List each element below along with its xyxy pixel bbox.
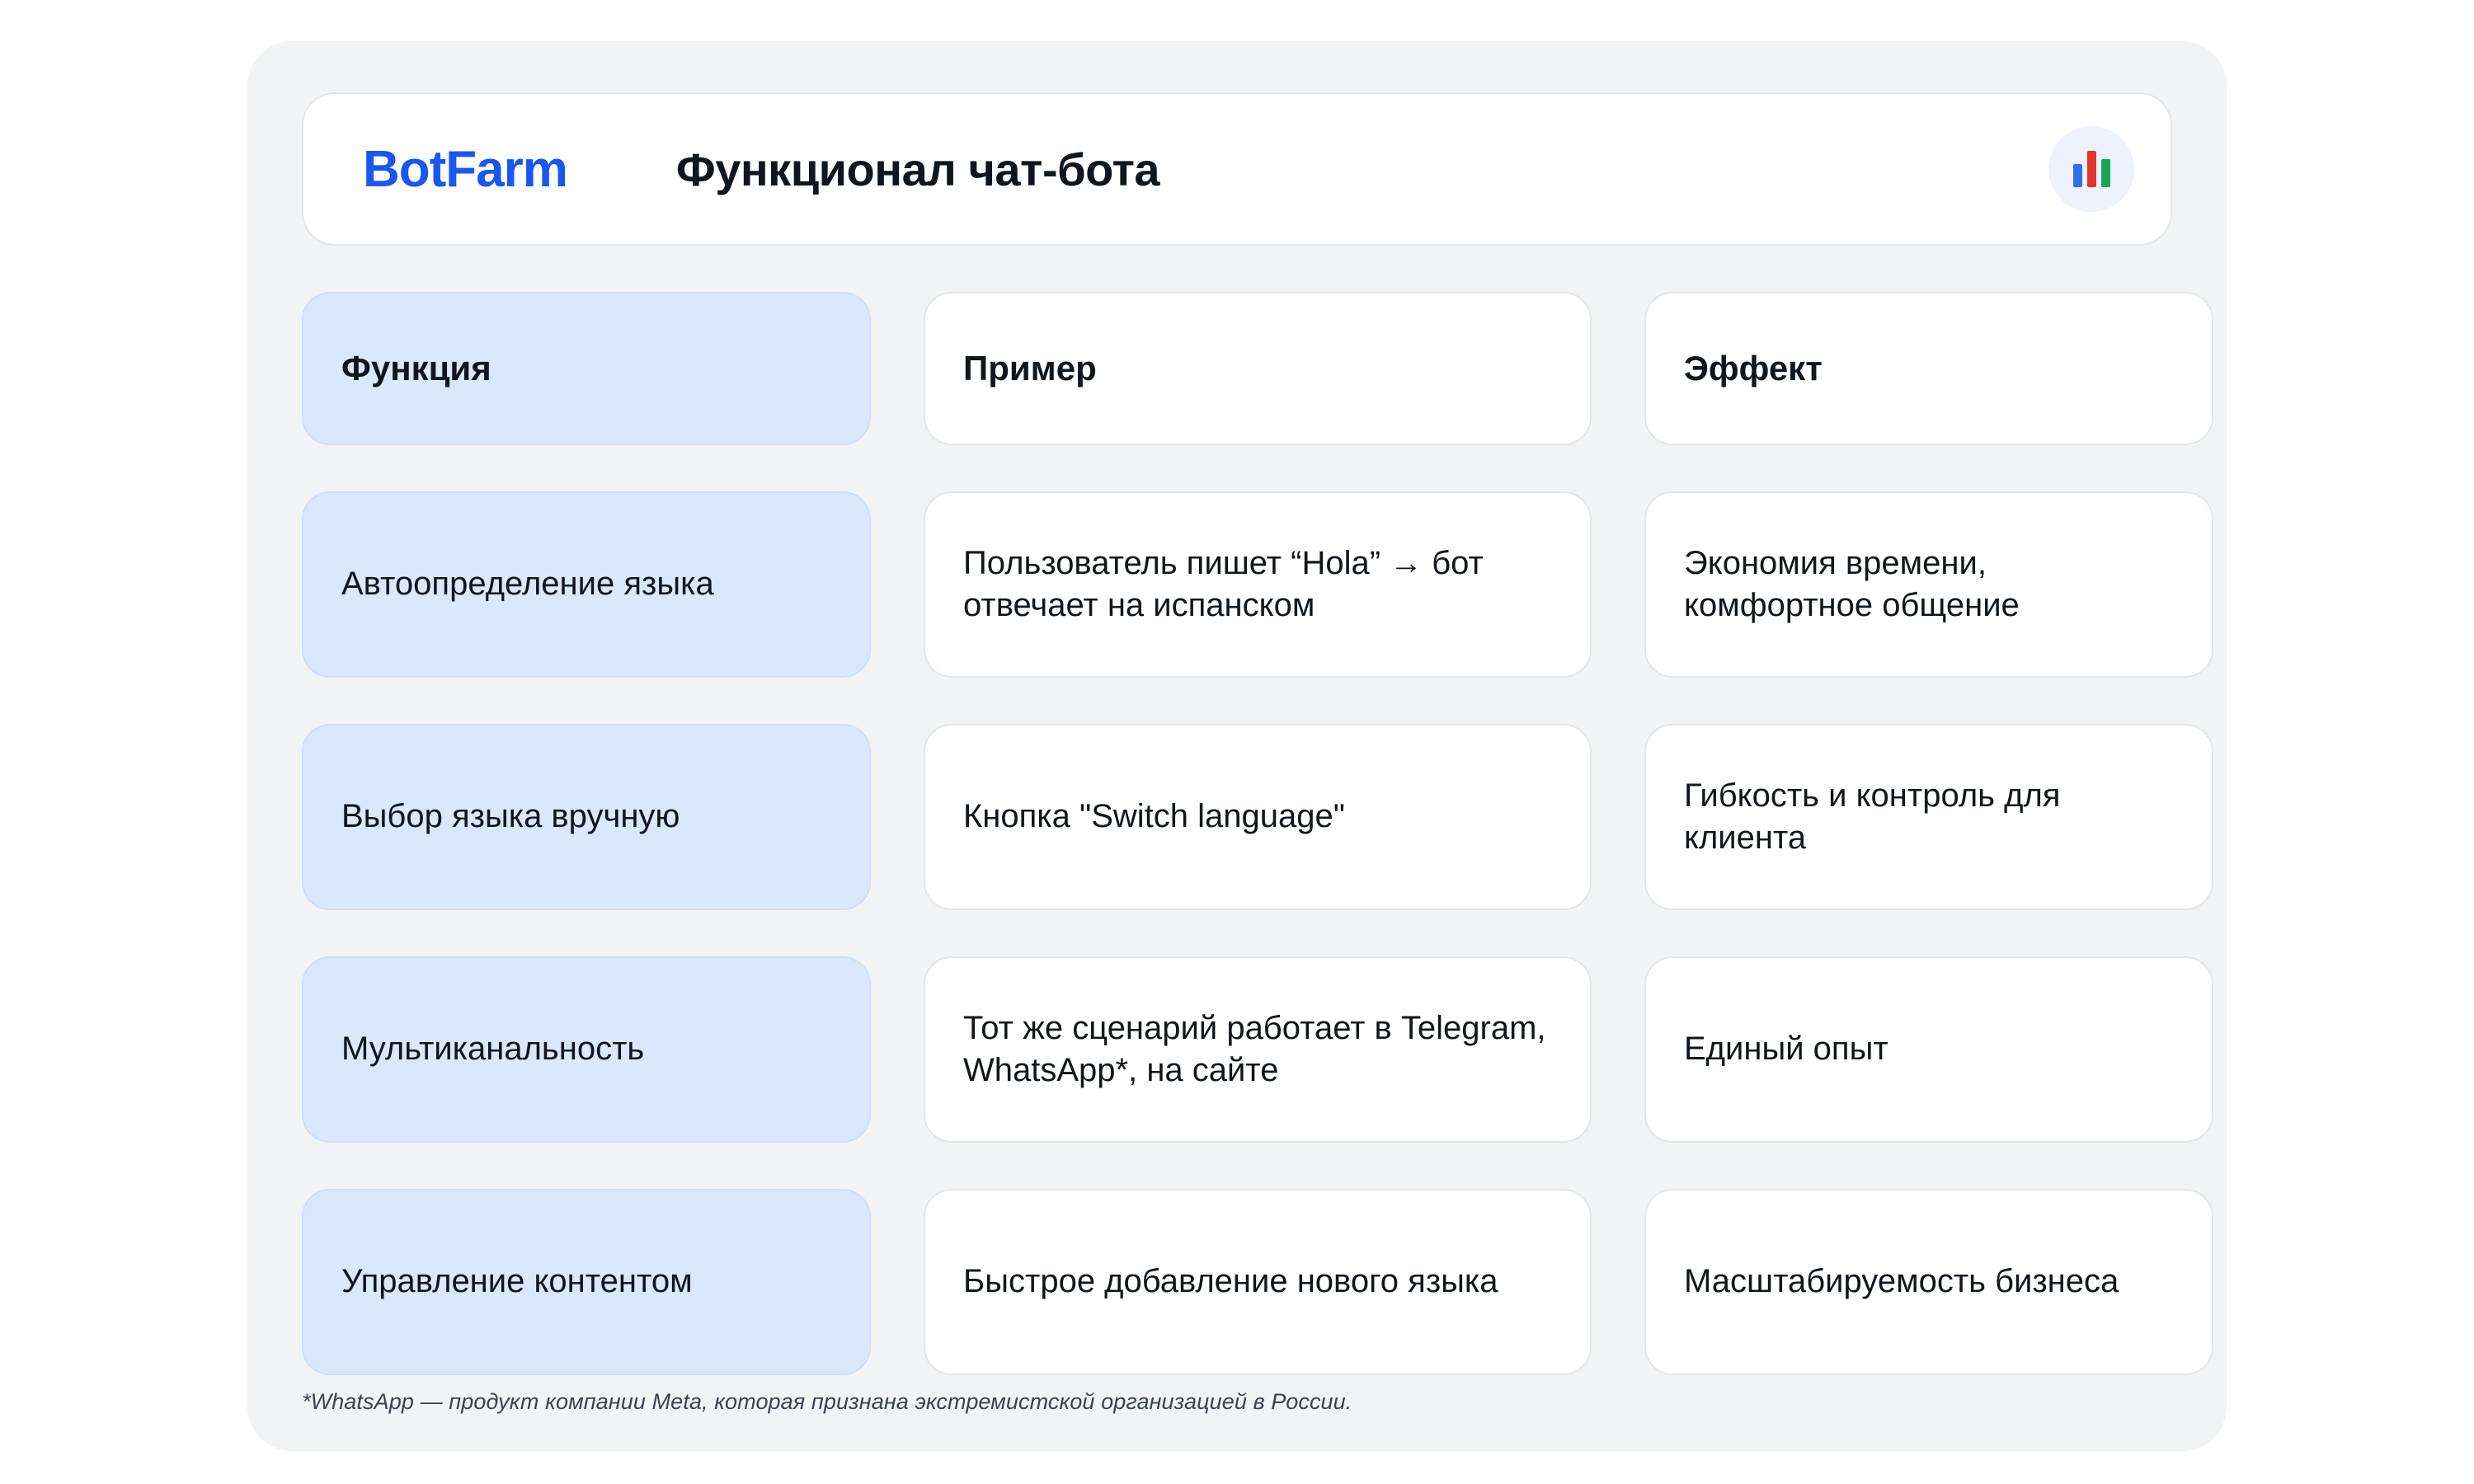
column-header-example-label: Пример <box>963 349 1097 388</box>
infographic-panel <box>247 41 2227 1451</box>
table-row-function <box>302 724 871 910</box>
table-row-example <box>924 724 1592 910</box>
cell-effect-2: Единый опыт <box>1684 1031 1888 1068</box>
column-header-example <box>924 292 1592 445</box>
bar-chart-glyph <box>2073 151 2110 187</box>
footnote: *WhatsApp — продукт компании Meta, которая признана экстремистской организацией в России. <box>302 1389 1352 1414</box>
brand-logo: BotFarm <box>363 140 567 198</box>
cell-effect-1: Гибкость и контроль для клиента <box>1684 777 2061 856</box>
cell-function-2: Мультиканальность <box>341 1031 645 1068</box>
table-row-function <box>302 1189 871 1375</box>
cell-example-2: Тот же сценарий работает в Telegram, WhatsApp*, на сайте <box>963 1009 1546 1088</box>
table-row-effect <box>1644 724 2213 910</box>
table-row-effect <box>1644 1189 2213 1375</box>
table-row-effect <box>1644 956 2213 1143</box>
table-row-function <box>302 956 871 1143</box>
cell-example-1: Кнопка "Switch language" <box>963 798 1345 835</box>
cell-effect-3: Масштабируемость бизнеса <box>1684 1263 2119 1300</box>
table-row-function <box>302 491 871 678</box>
table-row-effect <box>1644 491 2213 678</box>
features-table <box>302 292 2172 1375</box>
column-header-effect-label: Эффект <box>1684 349 1823 388</box>
table-row-example <box>924 491 1592 678</box>
header-bar <box>302 92 2172 246</box>
column-header-effect <box>1644 292 2213 445</box>
table-row-example <box>924 1189 1592 1375</box>
cell-effect-0: Экономия времени, комфортное общение <box>1684 544 2020 623</box>
cell-function-1: Выбор языка вручную <box>341 798 680 835</box>
bar-chart-icon <box>2048 126 2134 212</box>
cell-example-0: Пользователь пишет “Hola” → бот отвечает на испанском <box>963 544 1484 623</box>
cell-function-3: Управление контентом <box>341 1263 693 1300</box>
column-header-function-label: Функция <box>341 349 492 388</box>
cell-function-0: Автоопределение языка <box>341 566 714 603</box>
table-row-example <box>924 956 1592 1143</box>
cell-example-3: Быстрое добавление нового языка <box>963 1263 1498 1300</box>
column-header-function <box>302 292 871 445</box>
page-title: Функционал чат-бота <box>675 143 1160 195</box>
